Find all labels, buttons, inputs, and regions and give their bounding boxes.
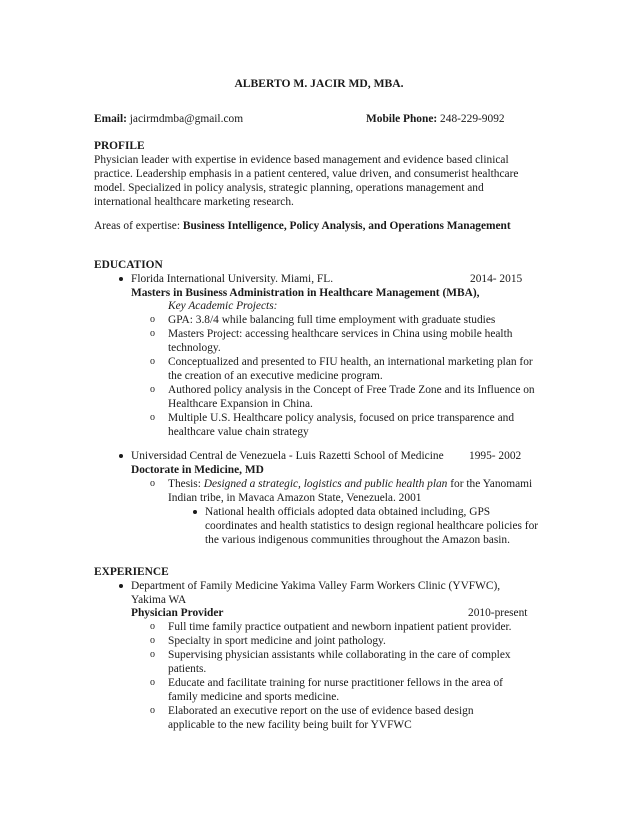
fiu-item: Conceptualized and presented to FIU health, an international marketing plan for	[168, 356, 533, 368]
circle-bullet-icon: o	[150, 677, 155, 688]
bullet-icon	[119, 454, 123, 458]
ucv-sub-item-cont: coordinates and health statistics to design regional healthcare policies for	[205, 520, 539, 532]
circle-bullet-icon: o	[150, 621, 155, 632]
employer-line: Department of Family Medicine Yakima Valley Farm Workers Clinic (YVFWC),	[131, 580, 501, 592]
employer-location: Yakima WA	[131, 594, 187, 606]
profile-line: model. Specialized in policy analysis, strategic planning, operations management and	[94, 182, 484, 194]
fiu-dates: 2014- 2015	[470, 273, 523, 285]
fiu-institution: Florida International University. Miami, FL.	[131, 273, 334, 285]
bullet-icon	[193, 510, 197, 514]
fiu-item: GPA: 3.8/4 while balancing full time employment with graduate studies	[168, 314, 496, 326]
profile-heading: PROFILE	[94, 140, 145, 152]
candidate-name: ALBERTO M. JACIR MD, MBA.	[234, 77, 404, 90]
experience-item: Specialty in sport medicine and joint pathology.	[168, 635, 386, 647]
thesis-label: Thesis:	[168, 478, 204, 490]
ucv-dates: 1995- 2002	[469, 450, 522, 462]
experience-item-cont: applicable to the new facility being built for YVFWC	[168, 719, 412, 731]
fiu-item: Multiple U.S. Healthcare policy analysis, focused on price transparence and	[168, 412, 515, 424]
phone-label: Mobile Phone:	[366, 113, 438, 125]
email-label: Email:	[94, 113, 127, 125]
circle-bullet-icon: o	[150, 649, 155, 660]
phone-value: 248-229-9092	[440, 113, 505, 125]
areas-value: Business Intelligence, Policy Analysis, and Operations Management	[182, 220, 511, 232]
email-value: jacirmdmba@gmail.com	[129, 113, 244, 125]
circle-bullet-icon: o	[150, 356, 155, 367]
fiu-projects-label: Key Academic Projects:	[168, 300, 278, 312]
ucv-sub-item-cont: the various indigenous communities throughout the Amazon basin.	[205, 534, 510, 546]
ucv-sub-item: National health officials adopted data obtained including, GPS	[205, 506, 491, 518]
fiu-item-cont: the creation of an executive medicine program.	[168, 370, 383, 382]
experience-item: Full time family practice outpatient and newborn inpatient patient provider.	[168, 621, 512, 633]
profile-line: Physician leader with expertise in evidence based management and evidence based clinical	[94, 154, 509, 166]
ucv-thesis	[168, 477, 532, 491]
fiu-item: Authored policy analysis in the Concept of Free Trade Zone and its Influence on	[168, 384, 535, 396]
fiu-degree: Masters in Business Administration in Healthcare Management (MBA),	[131, 287, 480, 299]
role-dates: 2010-present	[468, 607, 528, 619]
education-heading: EDUCATION	[94, 259, 163, 271]
bullet-icon	[119, 584, 123, 588]
experience-item-cont: patients.	[168, 663, 207, 675]
experience-heading: EXPERIENCE	[94, 566, 169, 578]
thesis-title: Designed a strategic, logistics and public health plan	[203, 478, 448, 490]
circle-bullet-icon: o	[150, 412, 155, 423]
experience-item: Elaborated an executive report on the use of evidence based design	[168, 705, 474, 717]
circle-bullet-icon: o	[150, 478, 155, 489]
thesis-rest: for the Yanomami	[447, 478, 533, 490]
circle-bullet-icon: o	[150, 314, 155, 325]
ucv-institution: Universidad Central de Venezuela - Luis Razetti School of Medicine	[131, 450, 444, 462]
fiu-item: Masters Project: accessing healthcare services in China using mobile health	[168, 328, 513, 340]
email-line	[94, 112, 243, 126]
ucv-degree: Doctorate in Medicine, MD	[131, 464, 264, 476]
bullet-icon	[119, 277, 123, 281]
circle-bullet-icon: o	[150, 384, 155, 395]
ucv-thesis-cont: Indian tribe, in Mavaca Amazon State, Venezuela. 2001	[168, 492, 422, 504]
experience-item-cont: family medicine and sports medicine.	[168, 691, 340, 703]
phone-line	[366, 112, 505, 126]
circle-bullet-icon: o	[150, 635, 155, 646]
profile-line: practice. Leadership emphasis in a patient centered, value driven, and consumerist healthcare	[94, 168, 519, 180]
experience-item: Supervising physician assistants while collaborating in the care of complex	[168, 649, 511, 661]
profile-line: international healthcare marketing research.	[94, 196, 294, 208]
fiu-item-cont: Healthcare Expansion in China.	[168, 398, 313, 410]
circle-bullet-icon: o	[150, 328, 155, 339]
experience-item: Educate and facilitate training for nurse practitioner fellows in the area of	[168, 677, 503, 689]
fiu-item-cont: technology.	[168, 342, 221, 354]
fiu-item-cont: healthcare value chain strategy	[168, 426, 309, 438]
areas-label: Areas of expertise:	[94, 220, 183, 232]
circle-bullet-icon: o	[150, 705, 155, 716]
role-title: Physician Provider	[131, 607, 224, 619]
areas-of-expertise	[94, 219, 511, 233]
